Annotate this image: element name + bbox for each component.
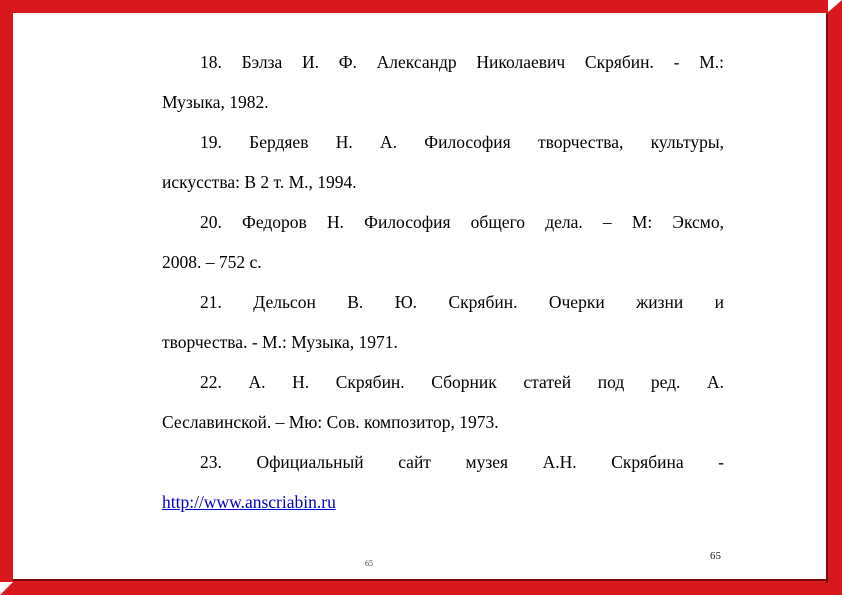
entry-text-continued: искусства: В 2 т. М., 1994. (162, 172, 357, 192)
entry-text-continued: Сеславинской. – Мю: Сов. композитор, 1973. (162, 412, 499, 432)
bibliography-entry-20 (162, 202, 724, 282)
entry-text: 23. Официальный сайт музея А.Н. Скрябина - (200, 452, 724, 472)
frame-left-edge (0, 0, 13, 582)
frame-bottom-edge (13, 581, 842, 595)
frame-corner-top-right (826, 0, 842, 14)
bibliography-entry-18 (162, 42, 724, 122)
frame-corner-bottom-left (0, 581, 14, 595)
museum-website-link[interactable]: http://www.anscriabin.ru (162, 492, 336, 512)
entry-text: 22. А. Н. Скрябин. Сборник статей под ред. А. (200, 372, 724, 392)
entry-text-continued: Музыка, 1982. (162, 92, 269, 112)
frame-top-edge (0, 0, 828, 13)
bibliography-list (162, 42, 724, 522)
frame-shadow-bottom (13, 579, 828, 581)
bibliography-entry-21 (162, 282, 724, 362)
page-number-small: 65 (365, 559, 373, 568)
entry-text: 21. Дельсон В. Ю. Скрябин. Очерки жизни и (200, 292, 724, 312)
entry-link-line (162, 482, 724, 522)
entry-text: 18. Бэлза И. Ф. Александр Николаевич Скрябин. - М.: (200, 52, 724, 72)
entry-text: 19. Бердяев Н. А. Философия творчества, культуры, (200, 132, 724, 152)
bibliography-entry-22 (162, 362, 724, 442)
entry-text-continued: творчества. - М.: Музыка, 1971. (162, 332, 398, 352)
entry-text: 20. Федоров Н. Философия общего дела. – М: Эксмо, (200, 212, 724, 232)
bibliography-entry-23 (162, 442, 724, 522)
frame-shadow-right (826, 13, 828, 583)
frame-right-edge (828, 14, 842, 595)
entry-text-continued: 2008. – 752 с. (162, 252, 262, 272)
bibliography-entry-19 (162, 122, 724, 202)
page-number: 65 (710, 550, 721, 562)
